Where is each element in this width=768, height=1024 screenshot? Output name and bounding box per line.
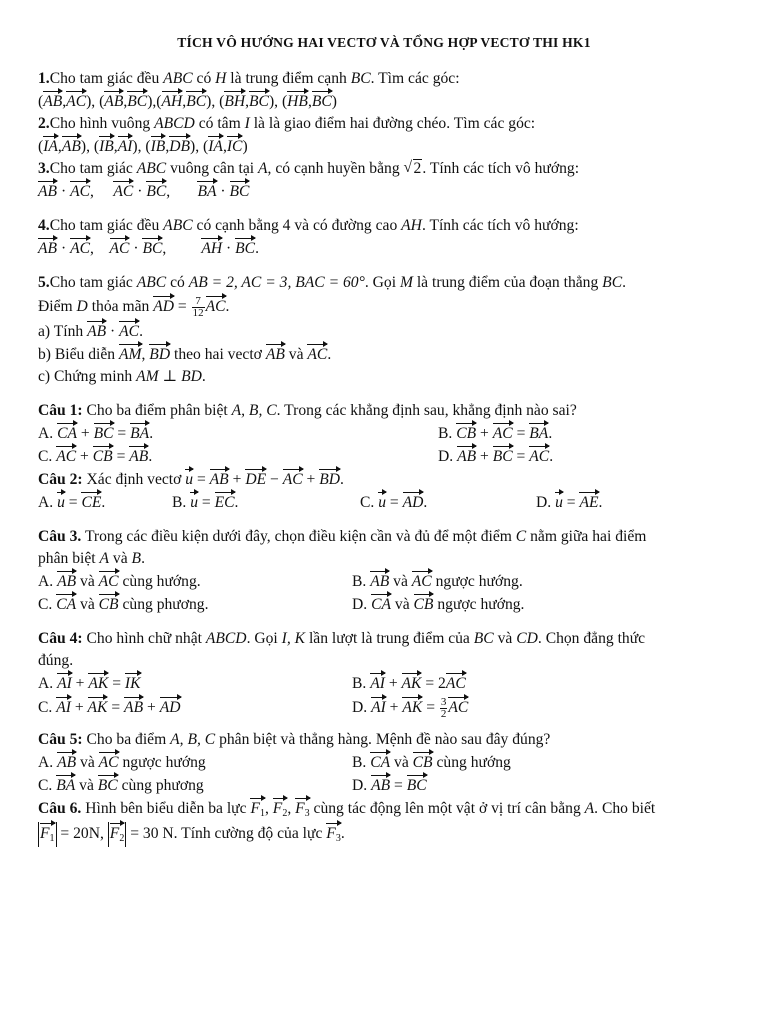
vector-symbol: AB (370, 570, 389, 590)
text: Xác định vectơ (82, 471, 186, 488)
text: . Tìm các góc: (370, 70, 460, 87)
problem-number: 2. (38, 115, 50, 132)
math: D (76, 298, 88, 315)
question-4-options-ab (38, 672, 730, 695)
text: và (76, 596, 99, 613)
problem-5 (38, 272, 730, 294)
problem-5-point-d: Điểm D thỏa mãn AD = $\frac{7}{12}$ AC. (38, 294, 230, 319)
vector-symbol: BD (319, 468, 340, 488)
text: Cho ba điểm phân biệt (82, 402, 232, 419)
math: I (244, 115, 250, 132)
text: là là giao điểm hai đường chéo. Tìm các góc: (249, 115, 536, 132)
vector-symbol: BH (224, 90, 245, 110)
option-letter: C. (360, 494, 379, 511)
option-letter: D. (438, 448, 458, 465)
problem-2-angles: (IA,AB), (IB,AI), (IB,DB), (IA,IC) (38, 135, 730, 158)
vector-symbol: $F_1$ (250, 797, 265, 822)
text: có (166, 274, 189, 291)
math: BC (473, 630, 494, 647)
vector-symbol: AB (457, 445, 476, 465)
vector-symbol: BC (249, 90, 269, 110)
text: và (76, 754, 99, 771)
vector-symbol: AB (43, 90, 62, 110)
vector-symbol: u (378, 491, 386, 511)
text: có cạnh bằng 4 và có đường cao (192, 217, 402, 234)
vector-symbol: AI (370, 672, 385, 692)
problem-number: 3. (38, 160, 50, 177)
problem-number: 5. (38, 274, 50, 291)
text: phân biệt (38, 550, 100, 567)
text: và (391, 596, 414, 613)
text: = 20N, (56, 825, 108, 842)
vector-symbol: AB (104, 90, 123, 110)
vector-symbol: BA (529, 422, 548, 442)
text: Trong các điều kiện dưới đây, chọn điều kiện cần và đủ để một điểm (81, 528, 516, 545)
question-3-line-2 (38, 548, 730, 570)
vector-symbol: AB (129, 445, 148, 465)
option-letter: B. (172, 494, 191, 511)
vector-symbol: AB (57, 751, 76, 771)
text: . Gọi (364, 274, 400, 291)
vector-symbol: AM (119, 343, 142, 363)
option-letter: B. (352, 754, 371, 771)
problem-5-a: a) Tính AB · AC. (38, 320, 730, 343)
text: . (141, 550, 145, 567)
vector-symbol: AB (38, 180, 57, 200)
text: và (76, 573, 99, 590)
text: . (622, 274, 627, 291)
vector-symbol: CA (370, 751, 390, 771)
text: a) Tính (38, 323, 88, 340)
vector-symbol: CA (371, 593, 391, 613)
question-4-options-cd (38, 695, 730, 721)
math: BC (602, 274, 623, 291)
text: Cho hình vuông (49, 115, 155, 132)
text: vuông cân tại (166, 160, 259, 177)
vector-symbol: BD (149, 343, 170, 363)
text: lần lượt là trung điểm của (305, 630, 474, 647)
problem-3-products: AB · AC, AC · BC, BA · BC (38, 180, 730, 203)
text: cùng hướng. (118, 573, 201, 590)
text: và (389, 573, 412, 590)
vector-symbol: BC (186, 90, 206, 110)
vector-symbol: CB (93, 445, 113, 465)
vector-symbol: IK (125, 672, 141, 692)
question-label: Câu 2: (38, 471, 83, 488)
text: cùng tác động lên một vật ở vị trí cân bằng (309, 800, 585, 817)
option-letter: B. (438, 425, 457, 442)
vector-symbol: BC (407, 774, 427, 794)
vector-symbol: BC (98, 774, 118, 794)
question-1-options-cd (38, 445, 730, 468)
vector-symbol: BA (130, 422, 149, 442)
vector-symbol: AB (371, 774, 390, 794)
vector-symbol: AB (62, 135, 81, 155)
option-letter: A. (38, 573, 58, 590)
question-5-options-ab (38, 751, 730, 774)
math: A (99, 550, 110, 567)
problem-5-c (38, 366, 730, 388)
vector-symbol: AC (283, 468, 303, 488)
math: H (215, 70, 227, 87)
vector-symbol: u (190, 491, 198, 511)
option-c: C. AI + AK = AB + AD (38, 695, 352, 721)
document-title: TÍCH VÔ HƯỚNG HAI VECTƠ VÀ TỔNG HỢP VECTƠ THI HK1 (177, 35, 591, 50)
norm-f2 (108, 822, 127, 847)
vector-symbol: AB (57, 570, 76, 590)
vector-symbol: IA (43, 135, 58, 155)
option-d: D. AI + AK = $\frac{3}{2}$ AC (352, 695, 469, 720)
text: là trung điểm của đoạn thẳng (412, 274, 603, 291)
option-a (38, 751, 352, 774)
option-letter: A. (38, 494, 58, 511)
vector-symbol: CB (413, 751, 433, 771)
vector-symbol: DB (169, 135, 190, 155)
vector-symbol: $F_2$ (273, 797, 288, 822)
option-c (38, 593, 352, 616)
vector-symbol: AC (99, 570, 119, 590)
vector-symbol: AI (57, 672, 72, 692)
vector-symbol: AB (124, 696, 143, 716)
text: cùng phương. (118, 596, 209, 613)
option-a: A. CA + BC = BA. (38, 422, 438, 445)
vector-symbol: AC (110, 237, 130, 257)
text: có (192, 70, 216, 87)
option-letter: C. (38, 777, 57, 794)
text: Cho tam giác đều (49, 70, 164, 87)
option-b (352, 570, 523, 593)
text: . Tính các tích vô hướng: (422, 160, 580, 177)
vector-symbol: $F_3$ (295, 797, 310, 822)
vector-symbol: AC (448, 696, 468, 716)
vector-symbol: AC (529, 445, 549, 465)
vector-symbol: EC (215, 491, 235, 511)
text: thỏa mãn (87, 298, 154, 315)
text: . Chọn đẳng thức (537, 630, 646, 647)
math: CD (516, 630, 538, 647)
vector-symbol: AC (70, 180, 90, 200)
math: ABCD (205, 630, 247, 647)
math: ABC (136, 274, 167, 291)
problem-1-angles: (AB,AC), (AB,BC),(AH,BC), (BH,BC), (HB,BC) (38, 90, 730, 113)
vector-symbol: AC (113, 180, 133, 200)
vector-symbol: AC (446, 672, 466, 692)
question-label: Câu 3. (38, 528, 82, 545)
option-d: D. AB + BC = AC. (438, 445, 553, 468)
option-letter: D. (536, 494, 556, 511)
math: ABC (136, 160, 167, 177)
denominator: 2 (440, 707, 447, 720)
question-4-line-2: đúng. (38, 652, 74, 669)
math: ABC (163, 217, 193, 234)
text: nằm giữa hai điểm (526, 528, 647, 545)
vector-symbol: AB (266, 343, 285, 363)
text: . Cho biết (594, 800, 656, 817)
vector-symbol: AH (201, 237, 222, 257)
option-letter: B. (352, 573, 371, 590)
vector-symbol: CB (456, 422, 476, 442)
text: = 30 N. Tính cường độ của lực (126, 825, 327, 842)
problem-3 (38, 158, 730, 180)
option-letter: C. (38, 596, 57, 613)
numerator: 7 (192, 296, 205, 308)
math: AH (401, 217, 422, 234)
vector-symbol: AC (307, 343, 327, 363)
vector-symbol: $F_2$ (110, 822, 125, 847)
vector-symbol: AD (160, 696, 181, 716)
vector-symbol: AH (162, 90, 183, 110)
text: ngược hướng. (433, 596, 525, 613)
text: có tâm (194, 115, 245, 132)
question-5 (38, 729, 730, 751)
math: B (131, 550, 142, 567)
question-5-options-cd (38, 774, 730, 797)
option-c: C. AC + CB = AB. (38, 445, 438, 468)
question-3 (38, 526, 730, 548)
math: M (399, 274, 413, 291)
vector-symbol: AC (66, 90, 86, 110)
vector-symbol: IB (151, 135, 166, 155)
text: b) Biểu diễn (38, 346, 119, 363)
vector-symbol: IC (227, 135, 243, 155)
text: và (284, 346, 308, 363)
vector-symbol: AB (87, 320, 106, 340)
option-letter: D. (352, 596, 372, 613)
text: . Gọi (246, 630, 282, 647)
math: ABCD (154, 115, 195, 132)
option-letter: D. (352, 777, 372, 794)
option-b: B. CB + AC = BA. (438, 422, 552, 445)
math: C (515, 528, 527, 545)
math: AM ⊥ BD (136, 368, 202, 385)
vector-symbol: $F_3$ (326, 822, 341, 847)
denominator: 12 (192, 306, 204, 319)
text: ngược hướng. (431, 573, 523, 590)
math: ABC (163, 70, 193, 87)
problem-5-b: b) Biểu diễn AM, BD theo hai vectơ AB và AC. (38, 343, 730, 366)
problem-2 (38, 113, 730, 135)
vector-symbol: HB (287, 90, 308, 110)
vector-symbol: AC (99, 751, 119, 771)
text: Cho tam giác đều (49, 217, 164, 234)
problem-4-products: AB · AC, AC · BC, AH · BC. (38, 237, 730, 260)
vector-symbol: AC (206, 295, 226, 315)
text: Hình bên biểu diễn ba lực (81, 800, 251, 817)
option-letter: A. (38, 675, 58, 692)
option-b (352, 751, 511, 774)
question-label: Câu 1: (38, 402, 83, 419)
text: c) Chứng minh (38, 368, 137, 385)
norm-f1 (38, 822, 57, 847)
vector-symbol: AC (493, 422, 513, 442)
vector-symbol: AD (153, 295, 174, 315)
vector-symbol: AB (38, 237, 57, 257)
vector-symbol: AI (118, 135, 133, 155)
vector-symbol: u (555, 491, 563, 511)
question-label: Câu 4: (38, 630, 83, 647)
text: Cho tam giác (49, 160, 137, 177)
vector-symbol: CE (81, 491, 101, 511)
question-4 (38, 628, 730, 650)
vector-symbol: DE (245, 468, 266, 488)
vector-symbol: AK (402, 672, 422, 692)
option-d: D. u = AE. (536, 491, 602, 514)
vector-symbol: BC (94, 422, 114, 442)
vector-symbol: AD (403, 491, 424, 511)
math: A, B, C (231, 402, 277, 419)
vector-symbol: BC (142, 237, 162, 257)
vector-symbol: u (185, 468, 193, 488)
vector-symbol: BC (235, 237, 255, 257)
text: cùng hướng (432, 754, 511, 771)
vector-symbol: BA (56, 774, 75, 794)
option-c: C. u = AD. (360, 491, 536, 514)
vector-symbol: CA (57, 422, 77, 442)
text: Điểm (38, 298, 77, 315)
question-6: Câu 6. Hình bên biểu diễn ba lực $F_1$, $F_2$, $F_3$ cùng tác động lên một vật ở vị trí cân bằng A. Cho biết (38, 797, 730, 822)
option-letter: C. (38, 699, 57, 716)
vector-symbol: IA (208, 135, 223, 155)
option-letter: B. (352, 675, 371, 692)
numerator: 3 (440, 695, 447, 708)
option-d (352, 593, 524, 616)
sqrt-symbol (404, 158, 423, 180)
vector-symbol: BC (493, 445, 513, 465)
text: và (75, 777, 98, 794)
vector-symbol: AK (88, 672, 108, 692)
question-1-options-ab (38, 422, 730, 445)
option-c (38, 774, 352, 797)
vector-symbol: BC (312, 90, 332, 110)
vector-symbol: BC (230, 180, 250, 200)
question-2: Câu 2: Xác định vectơ u = AB + DE − AC + BD. (38, 468, 730, 491)
text: Cho tam giác (49, 274, 137, 291)
question-6-line-2: $F_1 = 20N$, $F_2 = 30$ N. Tính cường độ của lực $F_3$. (38, 822, 730, 847)
text: theo hai vectơ (170, 346, 266, 363)
fraction (440, 697, 448, 720)
question-label: Câu 6. (38, 800, 82, 817)
text: Cho ba điểm (82, 731, 171, 748)
problem-4 (38, 215, 730, 237)
vector-symbol: $F_1$ (40, 822, 55, 847)
text: phân biệt và thẳng hàng. Mệnh đề nào sau đây đúng? (215, 731, 551, 748)
option-a: A. AI + AK = IK (38, 672, 352, 695)
text: và (109, 550, 132, 567)
vector-symbol: CB (414, 593, 434, 613)
math: 2 (413, 160, 422, 177)
option-d: D. AB = BC (352, 774, 427, 797)
question-2-options (38, 491, 730, 514)
vector-symbol: AC (70, 237, 90, 257)
vector-symbol: AI (371, 696, 386, 716)
vector-symbol: BC (127, 90, 147, 110)
option-letter: D. (352, 699, 372, 716)
vector-symbol: u (57, 491, 65, 511)
problem-1 (38, 68, 730, 90)
vector-symbol: CA (56, 593, 76, 613)
text: và (493, 630, 517, 647)
question-label: Câu 5: (38, 731, 83, 748)
vector-symbol: AE (579, 491, 598, 511)
math: I, K (281, 630, 306, 647)
vector-symbol: BA (197, 180, 216, 200)
math: BC (350, 70, 371, 87)
problem-number: 4. (38, 217, 50, 234)
text: ngược hướng (118, 754, 206, 771)
vector-symbol: AK (402, 696, 422, 716)
text: là trung điểm cạnh (226, 70, 351, 87)
text: . (201, 368, 206, 385)
text: cùng phương (117, 777, 204, 794)
text: và (390, 754, 413, 771)
vector-symbol: AC (119, 320, 139, 340)
text: Cho hình chữ nhật (82, 630, 206, 647)
text: , có cạnh huyền bằng (267, 160, 404, 177)
text: . Trong các khẳng định sau, khẳng định nào sai? (276, 402, 577, 419)
math: AB = 2, AC = 3, BAC = 60° (188, 274, 365, 291)
vector-symbol: CB (99, 593, 119, 613)
option-letter: A. (38, 425, 58, 442)
question-3-options-cd (38, 593, 730, 616)
option-b: B. u = EC. (172, 491, 360, 514)
option-b: B. AI + AK = 2AC (352, 672, 466, 695)
option-a (38, 570, 352, 593)
vector-symbol: AK (88, 696, 108, 716)
option-a: A. u = CE. (38, 491, 172, 514)
fraction (192, 296, 205, 319)
vector-symbol: BC (146, 180, 166, 200)
text: . Tính các tích vô hướng: (421, 217, 579, 234)
vector-symbol: AB (210, 468, 229, 488)
question-3-options-ab (38, 570, 730, 593)
option-letter: C. (38, 448, 57, 465)
vector-symbol: IB (99, 135, 114, 155)
vector-symbol: AC (56, 445, 76, 465)
math: A, B, C (170, 731, 216, 748)
math: A (258, 160, 268, 177)
math: A (584, 800, 595, 817)
option-letter: A. (38, 754, 58, 771)
vector-symbol: AC (412, 570, 432, 590)
vector-symbol: AI (56, 696, 71, 716)
problem-number: 1. (38, 70, 50, 87)
question-1 (38, 400, 730, 422)
